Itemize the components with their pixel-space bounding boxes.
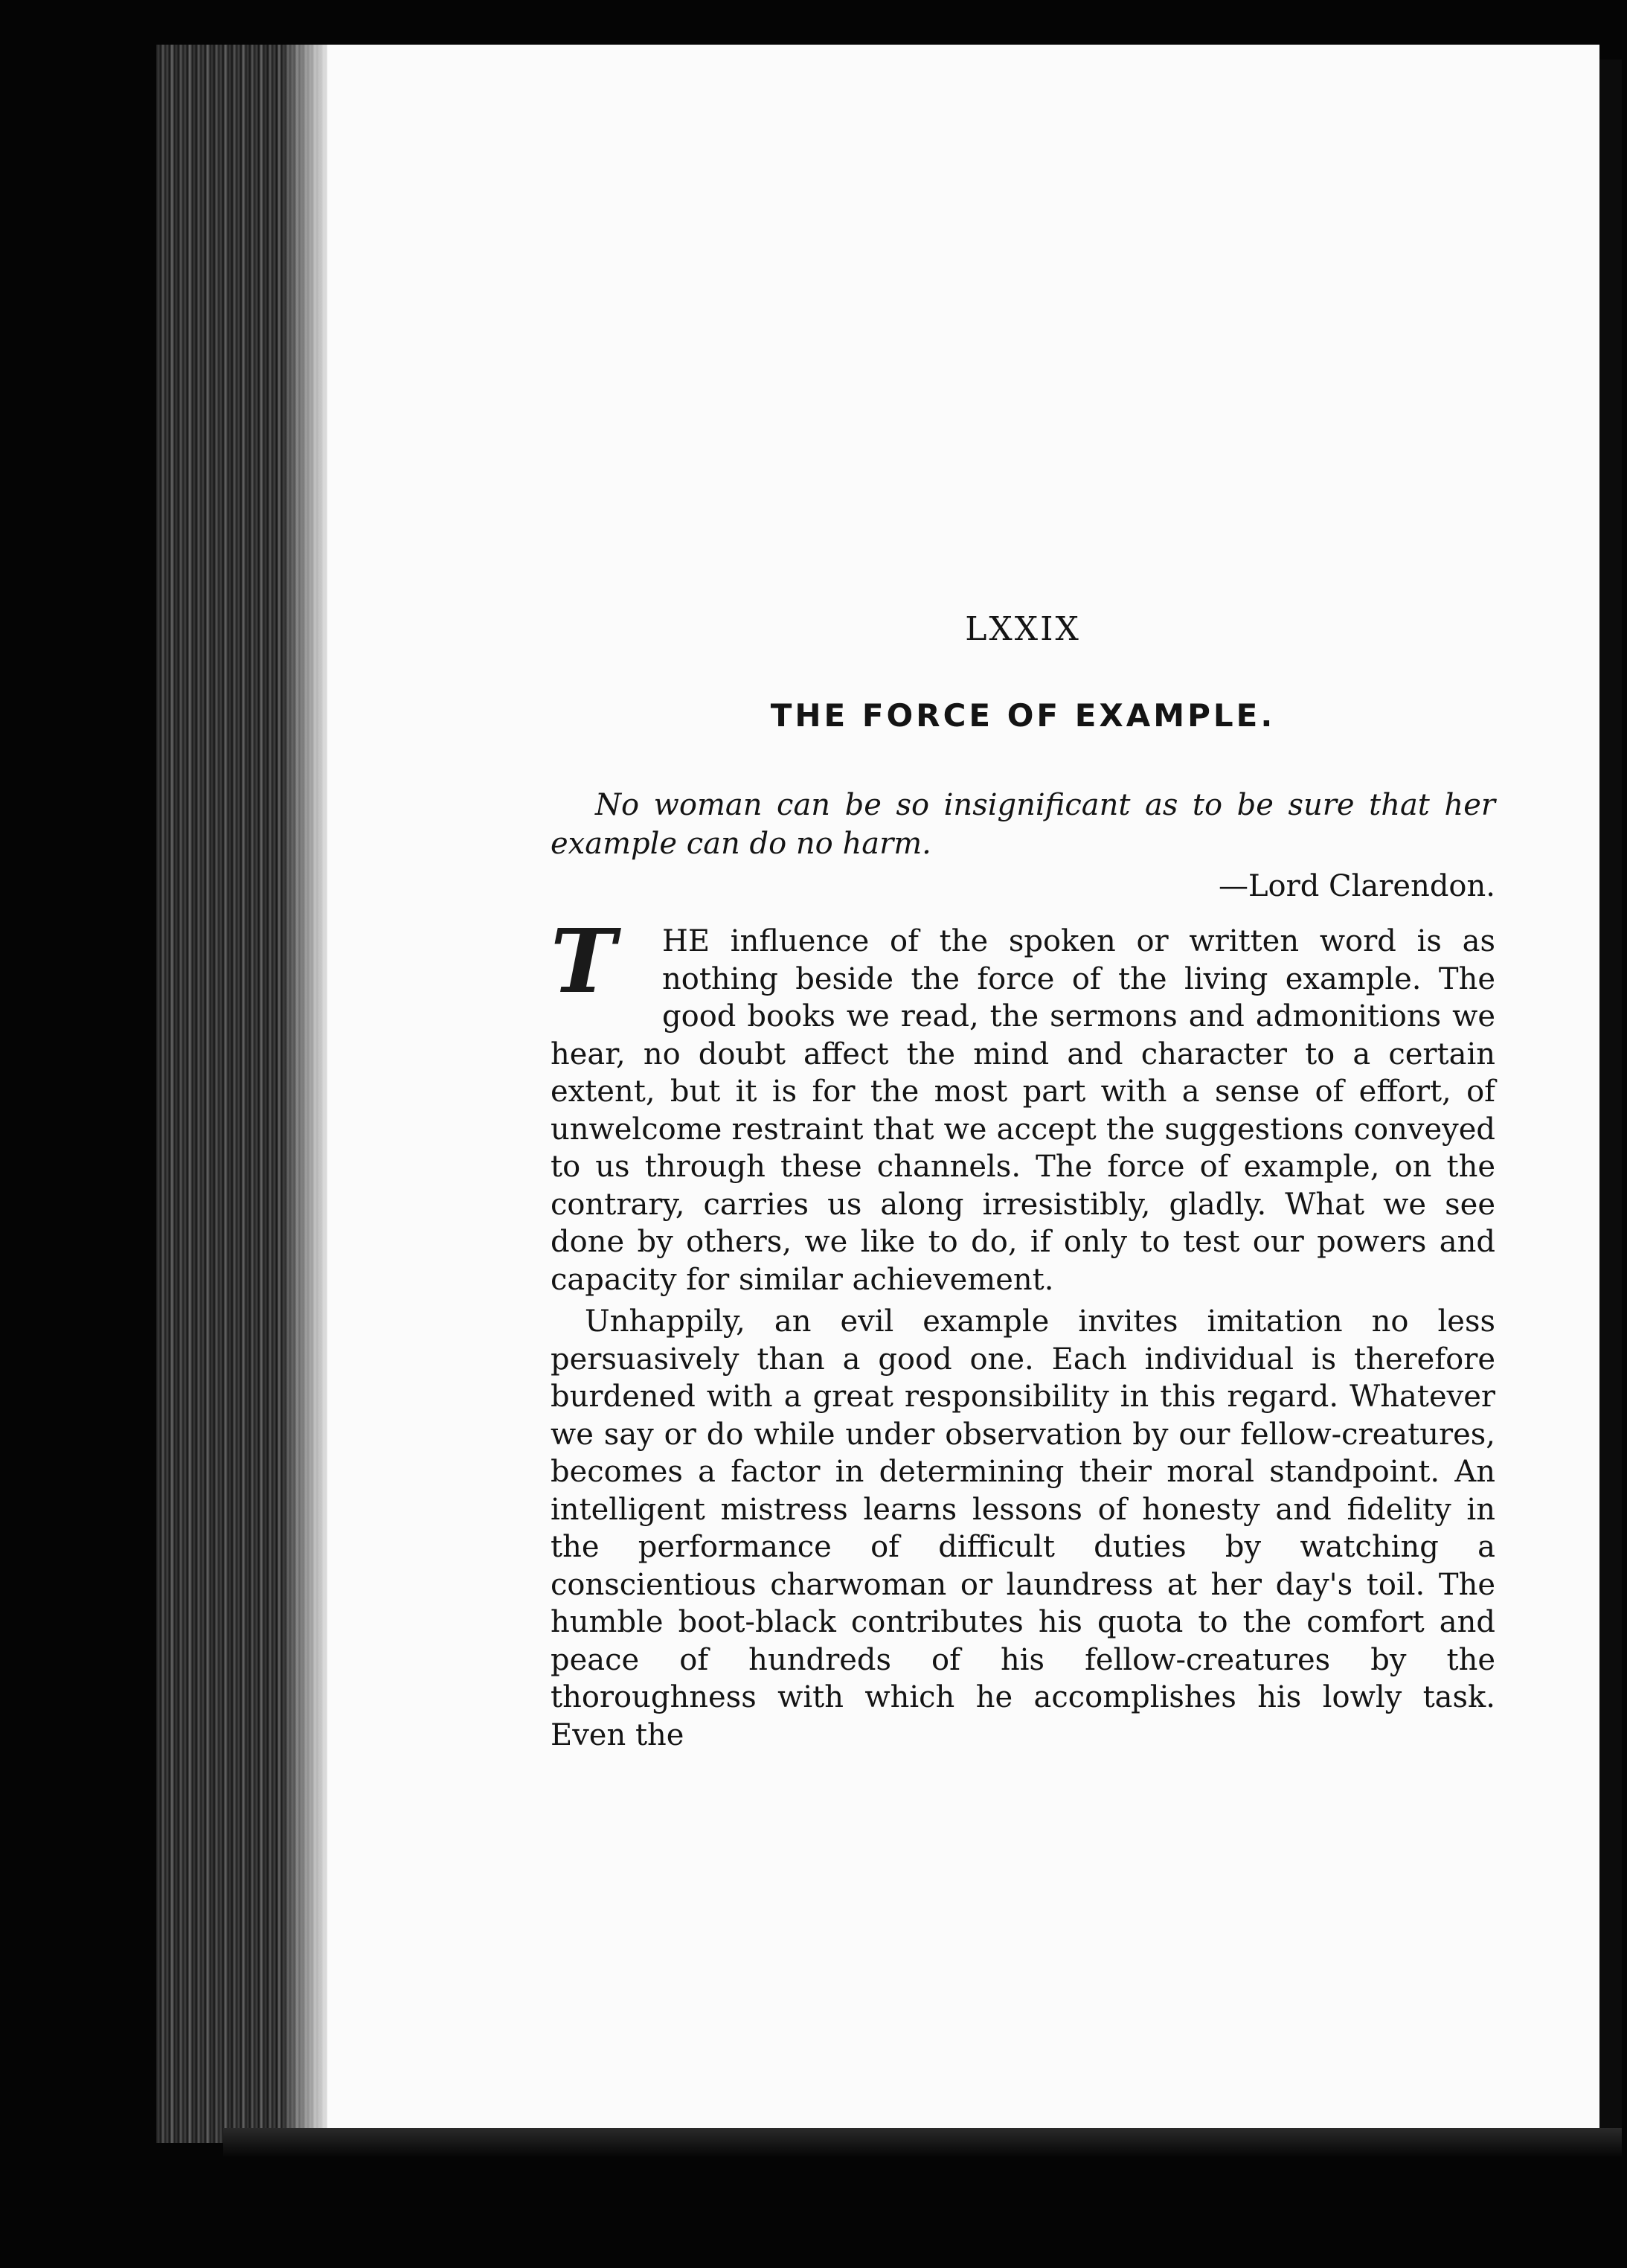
epigraph-quote: No woman can be so insignificant as to be sure that her example can do no harm.	[551, 788, 1495, 861]
epigraph-attribution: —Lord Clarendon.	[1218, 869, 1495, 903]
chapter-number: LXXIX	[965, 610, 1081, 648]
page-text-block	[551, 610, 1495, 1754]
body-paragraph-1	[551, 909, 1495, 1298]
book-page-edges	[156, 45, 335, 2143]
chapter-title: THE FORCE OF EXAMPLE.	[770, 697, 1276, 734]
paragraph-1-text: HE influence of the spoken or written word is as nothing beside the force of the living example. The good books we read, the sermons and admonitions we hear, no doubt affect the mind and character to a certain extent, but it is for the most part with a sense of effort, of unwelcome restraint that we accept the suggestions conveyed to us through these channels. The force of example, on the contrary, carries us along irresistibly, gladly. What we see done by others, we like to do, if only to test our powers and capacity for similar achievement.	[551, 924, 1495, 1297]
drop-cap-initial: T	[551, 909, 616, 1013]
page-bottom-shadow	[223, 2128, 1622, 2158]
page-right-shadow	[1599, 60, 1622, 2128]
body-paragraph-2: Unhappily, an evil example invites imitation no less persuasively than a good one. Each individual is therefore burdened with a great responsibility in this regard. Whatever we say or do while under observation by our fellow-creatures, becomes a factor in determining their moral standpoint. An intelligent mistress learns lessons of honesty and fidelity in the performance of difficult duties by watching a conscientious charwoman or laundress at her day's toil. The humble boot-black contributes his quota to the comfort and peace of hundreds of his fellow-creatures by the thoroughness with which he accomplishes his lowly task. Even the	[551, 1304, 1495, 1752]
